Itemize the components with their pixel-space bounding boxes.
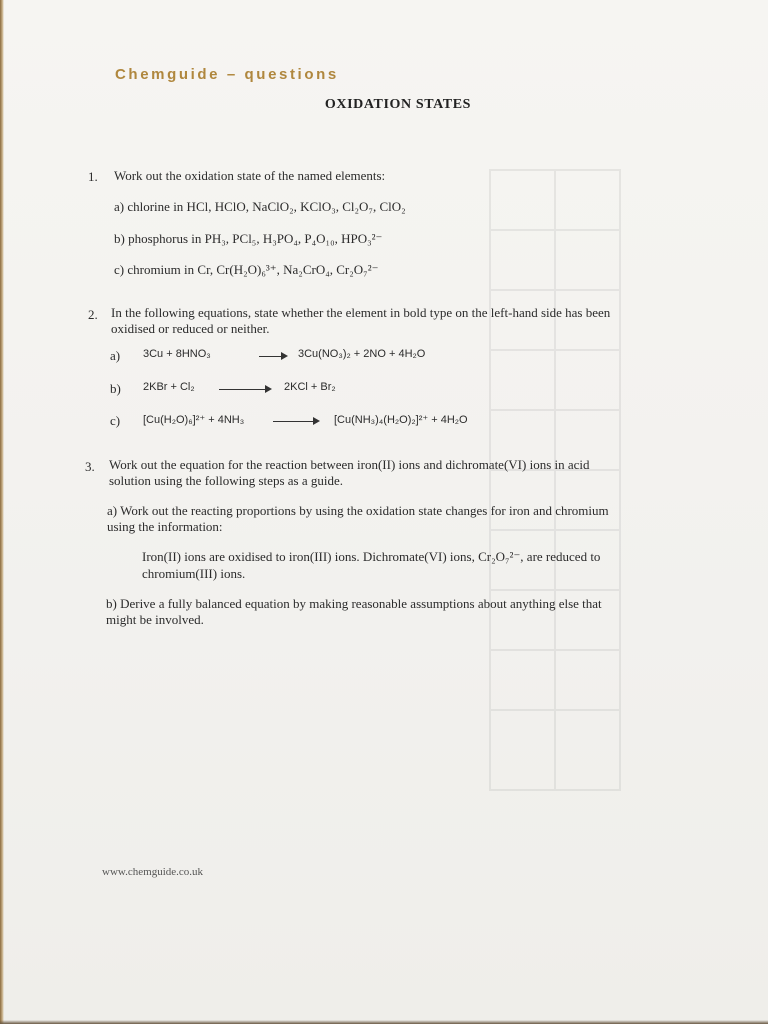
question-number: 2. [88, 307, 98, 322]
reaction-arrow [273, 421, 318, 422]
question-2-prompt-line1: In the following equations, state whether the element in bold type on the left-hand side has been [111, 305, 611, 320]
question-1-part-a: a) chlorine in HCl, HClO, NaClO₂, KClO₃, Cl₂O₇, ClO₂ [114, 199, 406, 214]
equation-label: a) [110, 348, 121, 363]
reaction-arrow [219, 389, 270, 390]
question-3-part-b-line1: b) Derive a fully balanced equation by making reasonable assumptions about anything else that [106, 596, 602, 611]
brand-header: Chemguide – questions [115, 66, 339, 83]
equation-rhs: 2KCl + Br₂ [284, 381, 336, 393]
equation-rhs: 3Cu(NO₃)₂ + 2NO + 4H₂O [298, 348, 426, 360]
page-title: OXIDATION STATES [324, 97, 472, 112]
equation-label: b) [110, 381, 121, 396]
equation-lhs: [Cu(H₂O)₆]²⁺ + 4NH₃ [143, 414, 245, 426]
question-3-part-b-line2: might be involved. [106, 612, 204, 627]
footer-url[interactable]: www.chemguide.co.uk [102, 866, 204, 878]
question-3-prompt-line1: Work out the equation for the reaction between iron(II) ions and dichromate(VI) ions in acid [109, 457, 590, 472]
equation-lhs: 3Cu + 8HNO₃ [143, 348, 211, 360]
question-3-part-a-line1: a) Work out the reacting proportions by using the oxidation state changes for iron and chromium [107, 503, 609, 518]
question-3-info-line1: Iron(II) ions are oxidised to iron(III) ions. Dichromate(VI) ions, Cr₂O₇²⁻, are reduced to [142, 549, 601, 564]
question-2-prompt-line2: oxidised or reduced or neither. [111, 321, 270, 336]
paper-edge [0, 0, 4, 1024]
question-number: 3. [85, 459, 95, 474]
question-3-prompt-line2: solution using the following steps as a guide. [109, 473, 343, 488]
equation-lhs: 2KBr + Cl₂ [143, 381, 195, 393]
equation-rhs: [Cu(NH₃)₄(H₂O)₂]²⁺ + 4H₂O [334, 414, 468, 426]
equation-label: c) [110, 413, 121, 428]
question-1-prompt: Work out the oxidation state of the named elements: [114, 168, 386, 183]
paper-edge-bottom [0, 1020, 768, 1024]
question-1-part-c: c) chromium in Cr, Cr(H₂O)₆³⁺, Na₂CrO₄, Cr₂O₇²⁻ [114, 262, 379, 277]
question-3-info-line2: chromium(III) ions. [142, 566, 246, 581]
question-3-part-a-line2: using the information: [107, 519, 223, 534]
reaction-arrow [259, 356, 286, 357]
question-1-part-b: b) phosphorus in PH₃, PCl₅, H₃PO₄, P₄O₁₀, HPO₃²⁻ [114, 231, 383, 246]
question-number: 1. [88, 169, 98, 184]
